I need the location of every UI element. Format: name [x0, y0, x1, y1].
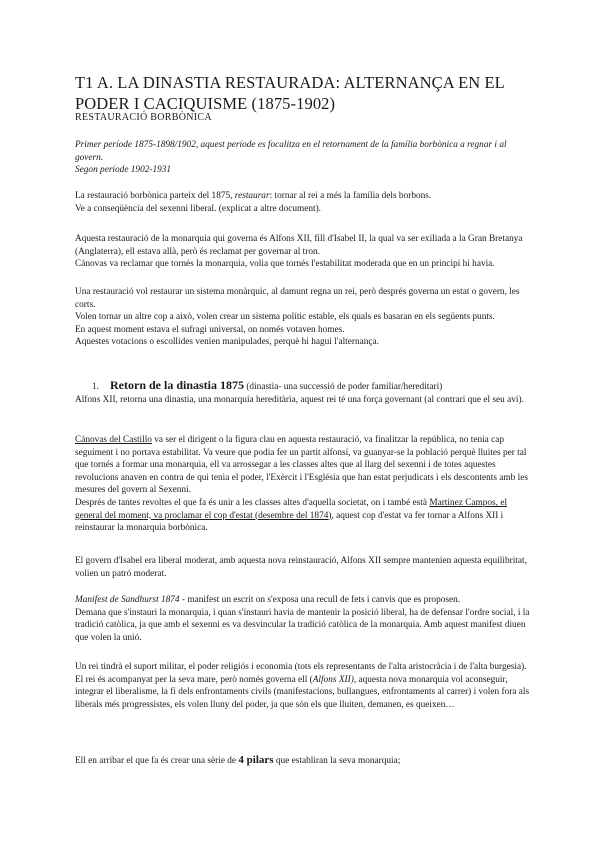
- canovas-line2-text: Després de tantes revoltes el que fa és unir a les classes altes d'aquella societat, on i també està: [75, 497, 430, 508]
- pillars-text: Ell en arribar el que fa és crear una sèrie de: [75, 756, 239, 766]
- paragraph-system: [75, 286, 533, 349]
- paragraph-pillars: [75, 754, 533, 768]
- paragraph-alfons: [75, 233, 533, 271]
- king-alfons: Alfons XII): [312, 674, 354, 685]
- section-1-heading: [92, 378, 542, 394]
- intro-text-end: : tornar al rei a més la família dels borbons.: [269, 191, 432, 201]
- intro-restaurar: restaurar: [234, 191, 270, 201]
- king-line2-end: , aquesta nova monarquia vol aconseguir, integrar el liberalisme, la fi dels enfrontaments civils (manifestacions, bullangues, enfrontaments al carrer) i volen fora als liberals més progressistes, els volen lluny del poder, ja que són els que lluiten, demanen, es queixen…: [75, 674, 530, 710]
- document-title: T1 A. LA DINASTIA RESTAURADA: ALTERNANÇA EN EL PODER I CACIQUISME (1875-1902): [75, 73, 505, 113]
- pillars-line: [75, 754, 533, 768]
- canovas-line1: [75, 434, 533, 497]
- intro-line-2: Ve a conseqüència del sexenni liberal. (explicat a altre document).: [75, 203, 321, 214]
- pillars-text-end: que establiran la seva monarquia;: [273, 756, 401, 766]
- section-1-text: Alfons XII, retorna una dinastia, una monarquia hereditària, aquest rei té una força governant (al contrari que el seu avi).: [75, 395, 524, 405]
- paragraph-alfons-line1: Aquesta restauració de la monarquia qui governa és Alfons XII, fill d'Isabel II, la qual va ser exiliada a la Gran Bretanya (Anglaterra), ell estava allà, però és reclamat per governar al tron.: [75, 234, 523, 257]
- paragraph-system-line1: Una restauració vol restaurar un sistema monàrquic, al damunt regna un rei, però després governa un estat o govern, les corts.: [75, 287, 520, 310]
- section-number: 1.: [92, 382, 99, 392]
- manifest-text: - manifest un escrit on s'exposa una recull de fets i canvis que es proposen.: [179, 595, 461, 605]
- paragraph-king: [75, 661, 533, 711]
- canovas-line2-end: , aquest cop d'estat va fer tornar a Alfons XII i reinstaurar la monarquia borbònica.: [75, 510, 504, 534]
- canovas-text: va ser el dirigent o la figura clau en aquesta restauració, va finalitzar la república, no tenia cap seguiment i no portava estabilitat. Va veure que podia fer un partit alfonsí, va guanyar-se la població perquè lluites per tal que tornés a formar una monarquia, ell va arrossegar a les classes altes que al llarg del sexenni i de totes aquestes revolucions anaven en contra de qui tenia el poder, l'Exèrcit i l'Església que han estat perjudicats i els descontents amb les mesures del govern al Sexenni.: [75, 435, 528, 496]
- intro-line: [75, 190, 533, 203]
- second-period: Segon període 1902-1931: [75, 165, 172, 176]
- section-title: Retorn de la dinastia 1875: [110, 378, 245, 392]
- king-line2: [75, 674, 533, 712]
- canovas-line2: [75, 497, 533, 535]
- king-line2-text: El rei és acompanyat per la seva mare, però només governa ell (: [75, 674, 313, 685]
- martinez-campos: Martínez Campos, el general del moment, va proclamar el cop d'estat (desembre del 1874): [75, 497, 508, 521]
- periods-block: [75, 139, 533, 177]
- canovas-name: Cánovas del Castillo: [75, 435, 152, 445]
- paragraph-system-line3: En aquest moment estava el sufragi universal, on només votaven homes.: [75, 324, 345, 335]
- pillars-bold: 4 pilars: [238, 754, 274, 766]
- intro-text: La restauració borbònica parteix del 1875,: [75, 191, 235, 201]
- paragraph-system-line4: Aquestes votacions o escollides venien manipulades, perquè hi hagui l'alternança.: [75, 337, 379, 348]
- paragraph-manifest: [75, 594, 533, 644]
- manifest-name: Manifest de Sandhurst 1874: [75, 595, 180, 605]
- king-line1: Un rei tindrà el suport militar, el poder religiós i economia (tots els representants de l'alta aristocràcia i de l'alta burgesia).: [75, 662, 527, 672]
- intro-paragraph: [75, 190, 533, 215]
- paragraph-isabel: El govern d'Isabel era liberal moderat, amb aquesta nova reinstauració, Alfons XII sempre mantenien aquesta equilibritat, volien un patró moderat.: [75, 556, 527, 579]
- paragraph-system-line2: Volen tornar un altre cop a això, volen crear un sistema polític estable, els quals es basaran en els següents punts.: [75, 312, 495, 323]
- section-note: (dinastia- una successió de poder familiar/hereditari): [244, 382, 443, 392]
- manifest-line2: Demana que s'instauri la monarquia, i quan s'instauri havia de mantenir la posició liberal, ha de defensar l'ordre social, i la tradició catòlica, ja que amb el sexenni es va desvincular la tradició catòlica de la monarquia. Amb aquest manifest diuen que volen la unió.: [75, 607, 530, 643]
- first-period: Primer període 1875-1898/1902, aquest període es focalitza en el retornament de la família borbònica a regnar i al govern.: [75, 140, 507, 163]
- paragraph-canovas: [75, 434, 533, 535]
- document-subtitle: RESTAURACIÓ BORBÒNICA: [75, 112, 212, 123]
- manifest-line1: [75, 594, 533, 607]
- paragraph-alfons-line2: Cánovas va reclamar que tornés la monarquia, volia que tornés l'estabilitat moderada que en un principi hi havia.: [75, 259, 495, 270]
